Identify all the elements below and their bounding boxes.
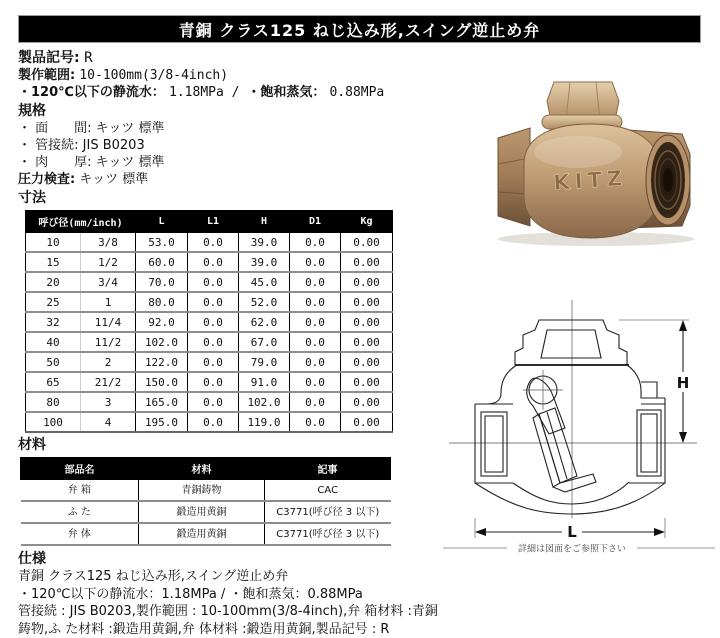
standards-list [18,120,443,171]
technical-drawing [443,286,715,560]
dimension-cell: 0.0 [188,292,239,312]
material-cell: C3771(呼び径 3 以下) [265,501,391,523]
dimension-cell: 0.00 [341,233,393,253]
dimension-column-header: L1 [188,211,239,233]
spec-lines [18,568,443,638]
dimension-cell: 0.0 [290,392,341,412]
dimension-row [26,252,393,272]
dimension-column-header: Kg [341,211,393,233]
body-left-shoulder [475,365,517,404]
pressure-test-line [18,171,443,188]
dimension-cell-mm: 100 [26,412,81,432]
dimension-cell: 53.0 [136,233,188,253]
materials-table [20,457,391,546]
dimension-cell: 122.0 [136,352,188,372]
dimension-cell: 0.00 [341,412,393,432]
material-cell: 弁 体 [21,523,139,545]
standards-item-label: ・ 面 間: [18,121,96,136]
dimension-cell: 62.0 [239,312,290,332]
dimension-cell: 0.00 [341,292,393,312]
dimension-cell: 70.0 [136,272,188,292]
spec-line: 管接続 : JIS B0203,製作範囲 : 10-100mm(3/8-4inch),弁 箱材料 :青銅 [18,603,443,621]
dimension-cell: 0.0 [188,252,239,272]
dimension-cell-mm: 40 [26,332,81,352]
dimension-cell-mm: 50 [26,352,81,372]
pressure-rating-line [18,84,443,101]
dimension-column-header: H [239,211,290,233]
valve-section-drawing [443,286,715,560]
dimension-row [26,292,393,312]
range-label: 製作範囲: [18,68,75,83]
dimension-cell-mm: 15 [26,252,81,272]
left-column [18,49,443,638]
dimension-cell: 67.0 [239,332,290,352]
dimension-cell: 0.0 [290,372,341,392]
material-cell: CAC [265,480,391,502]
product-code-line [18,49,443,67]
spec-line: ・120℃以下の静流水：1.18MPa / ・飽和蒸気：0.88MPa [18,586,443,604]
material-column-header: 材料 [139,458,265,480]
product-code-label: 製品記号: [18,50,80,66]
dimension-cell: 0.0 [290,352,341,372]
material-cell: C3771(呼び径 3 以下) [265,523,391,545]
spec-line: 鋳物,ふ た材料 :鍛造用黄銅,弁 体材料 :鍛造用黄銅,製品記号 : R [18,621,443,638]
right-port-outline [629,398,665,483]
dimension-cell: 0.0 [188,233,239,253]
dimension-cell: 0.0 [188,412,239,432]
l-dimension-label: L [567,523,577,541]
materials-heading: 材料 [18,436,443,454]
dimension-cell: 0.0 [188,312,239,332]
valve-cap [547,82,619,120]
h-arrow-top [679,320,687,331]
photo-highlight [534,136,622,168]
dimensions-table-head [26,211,393,233]
diameter-header-cell: 呼び径(mm/inch) [26,211,136,233]
material-column-header: 記事 [265,458,391,480]
dimensions-header-row [26,211,393,233]
dimension-cell-inch: 11/2 [81,332,136,352]
dimension-cell-mm: 10 [26,233,81,253]
left-port-thread-inner [485,416,503,472]
dimension-cell: 119.0 [239,412,290,432]
pressure-test-value-text: キッツ 標準 [79,172,148,187]
dimension-cell-inch: 11/4 [81,312,136,332]
dimension-cell-mm: 25 [26,292,81,312]
materials-table-head [21,458,391,480]
steam-label: ・飽和蒸気： [247,85,325,100]
specs-heading: 仕様 [18,550,443,568]
l-arrow-left [475,528,486,536]
dimension-row [26,312,393,332]
product-photo [478,68,716,250]
material-row [21,501,391,523]
spec-line: 青銅 クラス125 ねじ込み形,スイング逆止め弁 [18,568,443,586]
dimension-cell: 60.0 [136,252,188,272]
dimension-cell: 0.00 [341,352,393,372]
dimensions-heading: 寸法 [18,189,443,207]
material-cell: 鍛造用黄銅 [139,523,265,545]
dimension-cell: 79.0 [239,352,290,372]
l-arrow-right [654,528,665,536]
hinge-arm [527,378,565,434]
material-cell: ふ た [21,501,139,523]
body-bottom-inner [513,482,629,504]
dimension-cell: 0.00 [341,332,393,352]
dimension-cell-mm: 32 [26,312,81,332]
h-arrow-bottom [679,432,687,443]
dimension-cell: 150.0 [136,372,188,392]
dimension-cell-mm: 80 [26,392,81,412]
dimension-cell: 0.00 [341,392,393,412]
dimension-cell-mm: 65 [26,372,81,392]
product-code-value: R [84,50,92,66]
range-value: 10-100mm(3/8-4inch) [79,68,228,83]
material-column-header: 部品名 [21,458,139,480]
material-cell: 青銅鋳物 [139,480,265,502]
standards-item-value: JIS B0203 [83,138,145,153]
dimension-cell: 0.0 [290,272,341,292]
h-dimension-label: H [677,374,690,392]
dimension-row [26,372,393,392]
seat-step [641,382,657,398]
dimension-cell: 0.0 [188,332,239,352]
swing-disc-back [533,414,560,487]
dimension-row [26,233,393,253]
swing-disc [539,408,577,483]
dimensions-table-body [26,233,393,433]
material-cell: 鍛造用黄銅 [139,501,265,523]
dimension-row [26,392,393,412]
standards-item-value: キッツ 標準 [96,155,165,170]
dimension-cell: 52.0 [239,292,290,312]
materials-header-row [21,458,391,480]
dimension-cell: 102.0 [239,392,290,412]
material-row [21,480,391,502]
dimension-cell: 0.0 [290,233,341,253]
dimension-row [26,412,393,432]
dimension-cell: 0.0 [290,412,341,432]
dimension-cell: 0.0 [188,272,239,292]
dimension-cell: 165.0 [136,392,188,412]
dimension-cell: 0.0 [188,392,239,412]
dimension-cell: 80.0 [136,292,188,312]
water-value: 1.18MPa / [169,85,247,100]
dimension-cell: 39.0 [239,233,290,253]
dimension-cell: 91.0 [239,372,290,392]
standards-item-label: ・ 肉 厚: [18,155,96,170]
standards-item-value: キッツ 標準 [96,121,165,136]
dimension-row [26,272,393,292]
dimension-cell: 0.0 [290,332,341,352]
dimension-column-header: L [136,211,188,233]
dimension-row [26,332,393,352]
page-title: 青銅 クラス125 ねじ込み形,スイング逆止め弁 [18,15,701,43]
dimension-cell: 0.00 [341,252,393,272]
steam-value: 0.88MPa [329,85,384,100]
dimension-cell: 0.0 [290,312,341,332]
dimension-cell-inch: 21/2 [81,372,136,392]
dimension-cell: 0.0 [188,352,239,372]
dimension-cell: 0.0 [290,292,341,312]
dimension-cell-inch: 1/2 [81,252,136,272]
dimension-cell-inch: 3 [81,392,136,412]
material-cell: 弁 箱 [21,480,139,502]
dimension-cell-inch: 1 [81,292,136,312]
drawing-caption: 詳細は図面をご参照下さい [518,543,626,555]
dimension-cell-inch: 4 [81,412,136,432]
range-line [18,67,443,84]
standards-heading: 規格 [18,102,443,120]
dimensions-table [25,210,393,433]
valve-photo-illustration [478,68,716,250]
dimension-cell: 0.0 [188,372,239,392]
dimension-cell: 92.0 [136,312,188,332]
material-row [21,523,391,545]
swing-disc-face [547,412,567,479]
dimension-cell: 39.0 [239,252,290,272]
dimension-cell-inch: 2 [81,352,136,372]
standards-item-label: ・ 管接続: [18,138,83,153]
standards-item [18,137,443,154]
bonnet-cap-inner [541,330,601,358]
body-bottom-outer [475,483,665,514]
dimension-column-header: D1 [290,211,341,233]
materials-table-body [21,480,391,546]
dimension-cell: 195.0 [136,412,188,432]
dimension-cell: 0.00 [341,372,393,392]
dimension-cell-inch: 3/8 [81,233,136,253]
brand-embossing: KITZ [553,166,628,195]
dimension-cell: 0.0 [290,252,341,272]
water-label: ・120℃以下の静流水： [18,85,165,100]
dimension-cell-mm: 20 [26,272,81,292]
dimension-cell-inch: 3/4 [81,272,136,292]
dimension-cell: 45.0 [239,272,290,292]
standards-item [18,120,443,137]
dimension-cell: 0.00 [341,272,393,292]
dimension-cell: 0.00 [341,312,393,332]
standards-item [18,154,443,171]
dimension-cell: 102.0 [136,332,188,352]
dimension-row [26,352,393,372]
pressure-test-label: 圧力検査: [18,172,75,187]
